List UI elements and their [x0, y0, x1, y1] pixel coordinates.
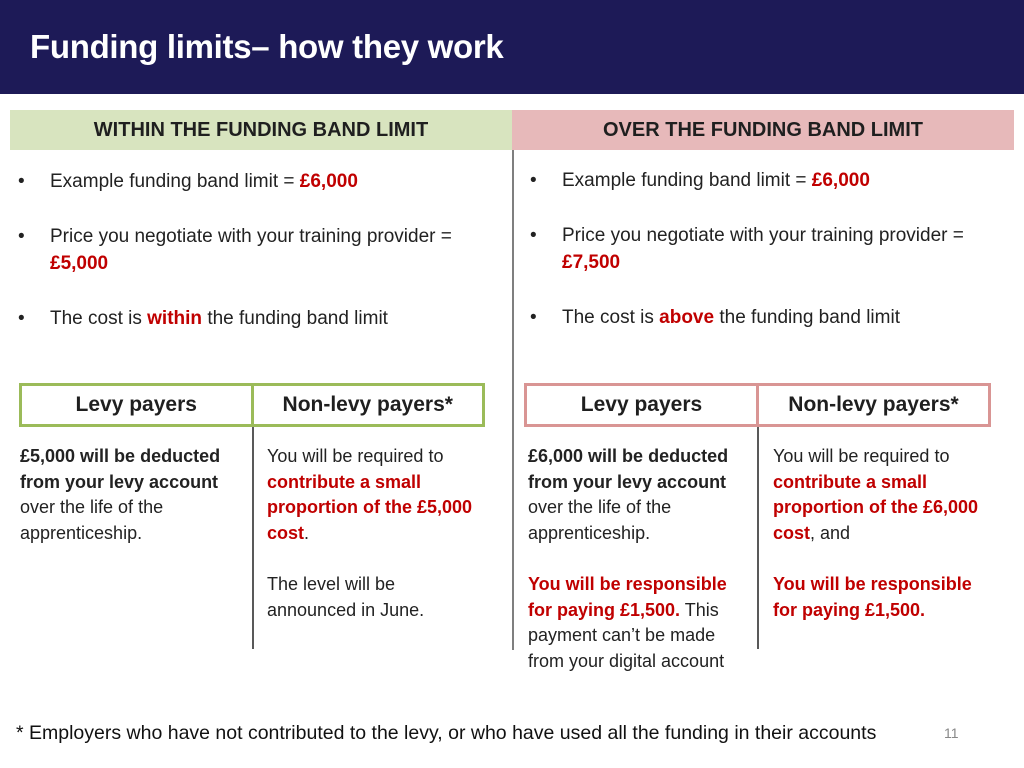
- within-payer-type-boxes: [19, 383, 485, 427]
- over-levy-text: £6,000 will be deducted from your levy account over the life of the apprenticeship. You will be responsible for paying £1,500. This payment can’t be made from your digital account: [528, 446, 729, 671]
- page-title: Funding limits– how they work: [30, 28, 504, 65]
- within-limit-bullets: [10, 168, 480, 332]
- bullet-band-limit: • Example funding band limit = £6,000: [10, 168, 480, 195]
- bullet-band-limit: • Example funding band limit = £6,000: [522, 167, 1014, 194]
- page-number: 11: [944, 725, 959, 741]
- within-limit-header: WITHIN THE FUNDING BAND LIMIT: [10, 110, 512, 150]
- levy-payers-box: Levy payers: [580, 393, 703, 416]
- footnote: * Employers who have not contributed to the levy, or who have used all the funding in their accounts: [16, 722, 877, 744]
- within-nonlevy-text: You will be required to contribute a small proportion of the £5,000 cost. The level will be announced in June.: [267, 446, 473, 620]
- bullet-cost-status: • The cost is within the funding band limit: [10, 305, 480, 332]
- column-divider: [512, 150, 514, 650]
- within-levy-text: £5,000 will be deducted from your levy account over the life of the apprenticeship.: [20, 446, 221, 543]
- bullet-cost-status: • The cost is above the funding band limit: [522, 304, 1014, 331]
- over-payer-type-boxes: [524, 383, 991, 427]
- over-column-separator: [757, 427, 759, 649]
- non-levy-payers-box: Non-levy payers*: [251, 386, 483, 424]
- over-limit-bullets: [522, 167, 1014, 331]
- title-bar: [0, 0, 1024, 94]
- over-nonlevy-text: You will be required to contribute a small proportion of the £6,000 cost, and You will be responsible for paying £1,500.: [773, 446, 979, 620]
- over-limit-header: OVER THE FUNDING BAND LIMIT: [512, 110, 1014, 150]
- bullet-negotiated-price: • Price you negotiate with your training provider = £7,500: [522, 222, 1014, 276]
- within-column-separator: [252, 427, 254, 649]
- levy-payers-box: Levy payers: [75, 393, 197, 416]
- bullet-negotiated-price: • Price you negotiate with your training provider = £5,000: [10, 223, 480, 277]
- non-levy-payers-box: Non-levy payers*: [756, 386, 988, 424]
